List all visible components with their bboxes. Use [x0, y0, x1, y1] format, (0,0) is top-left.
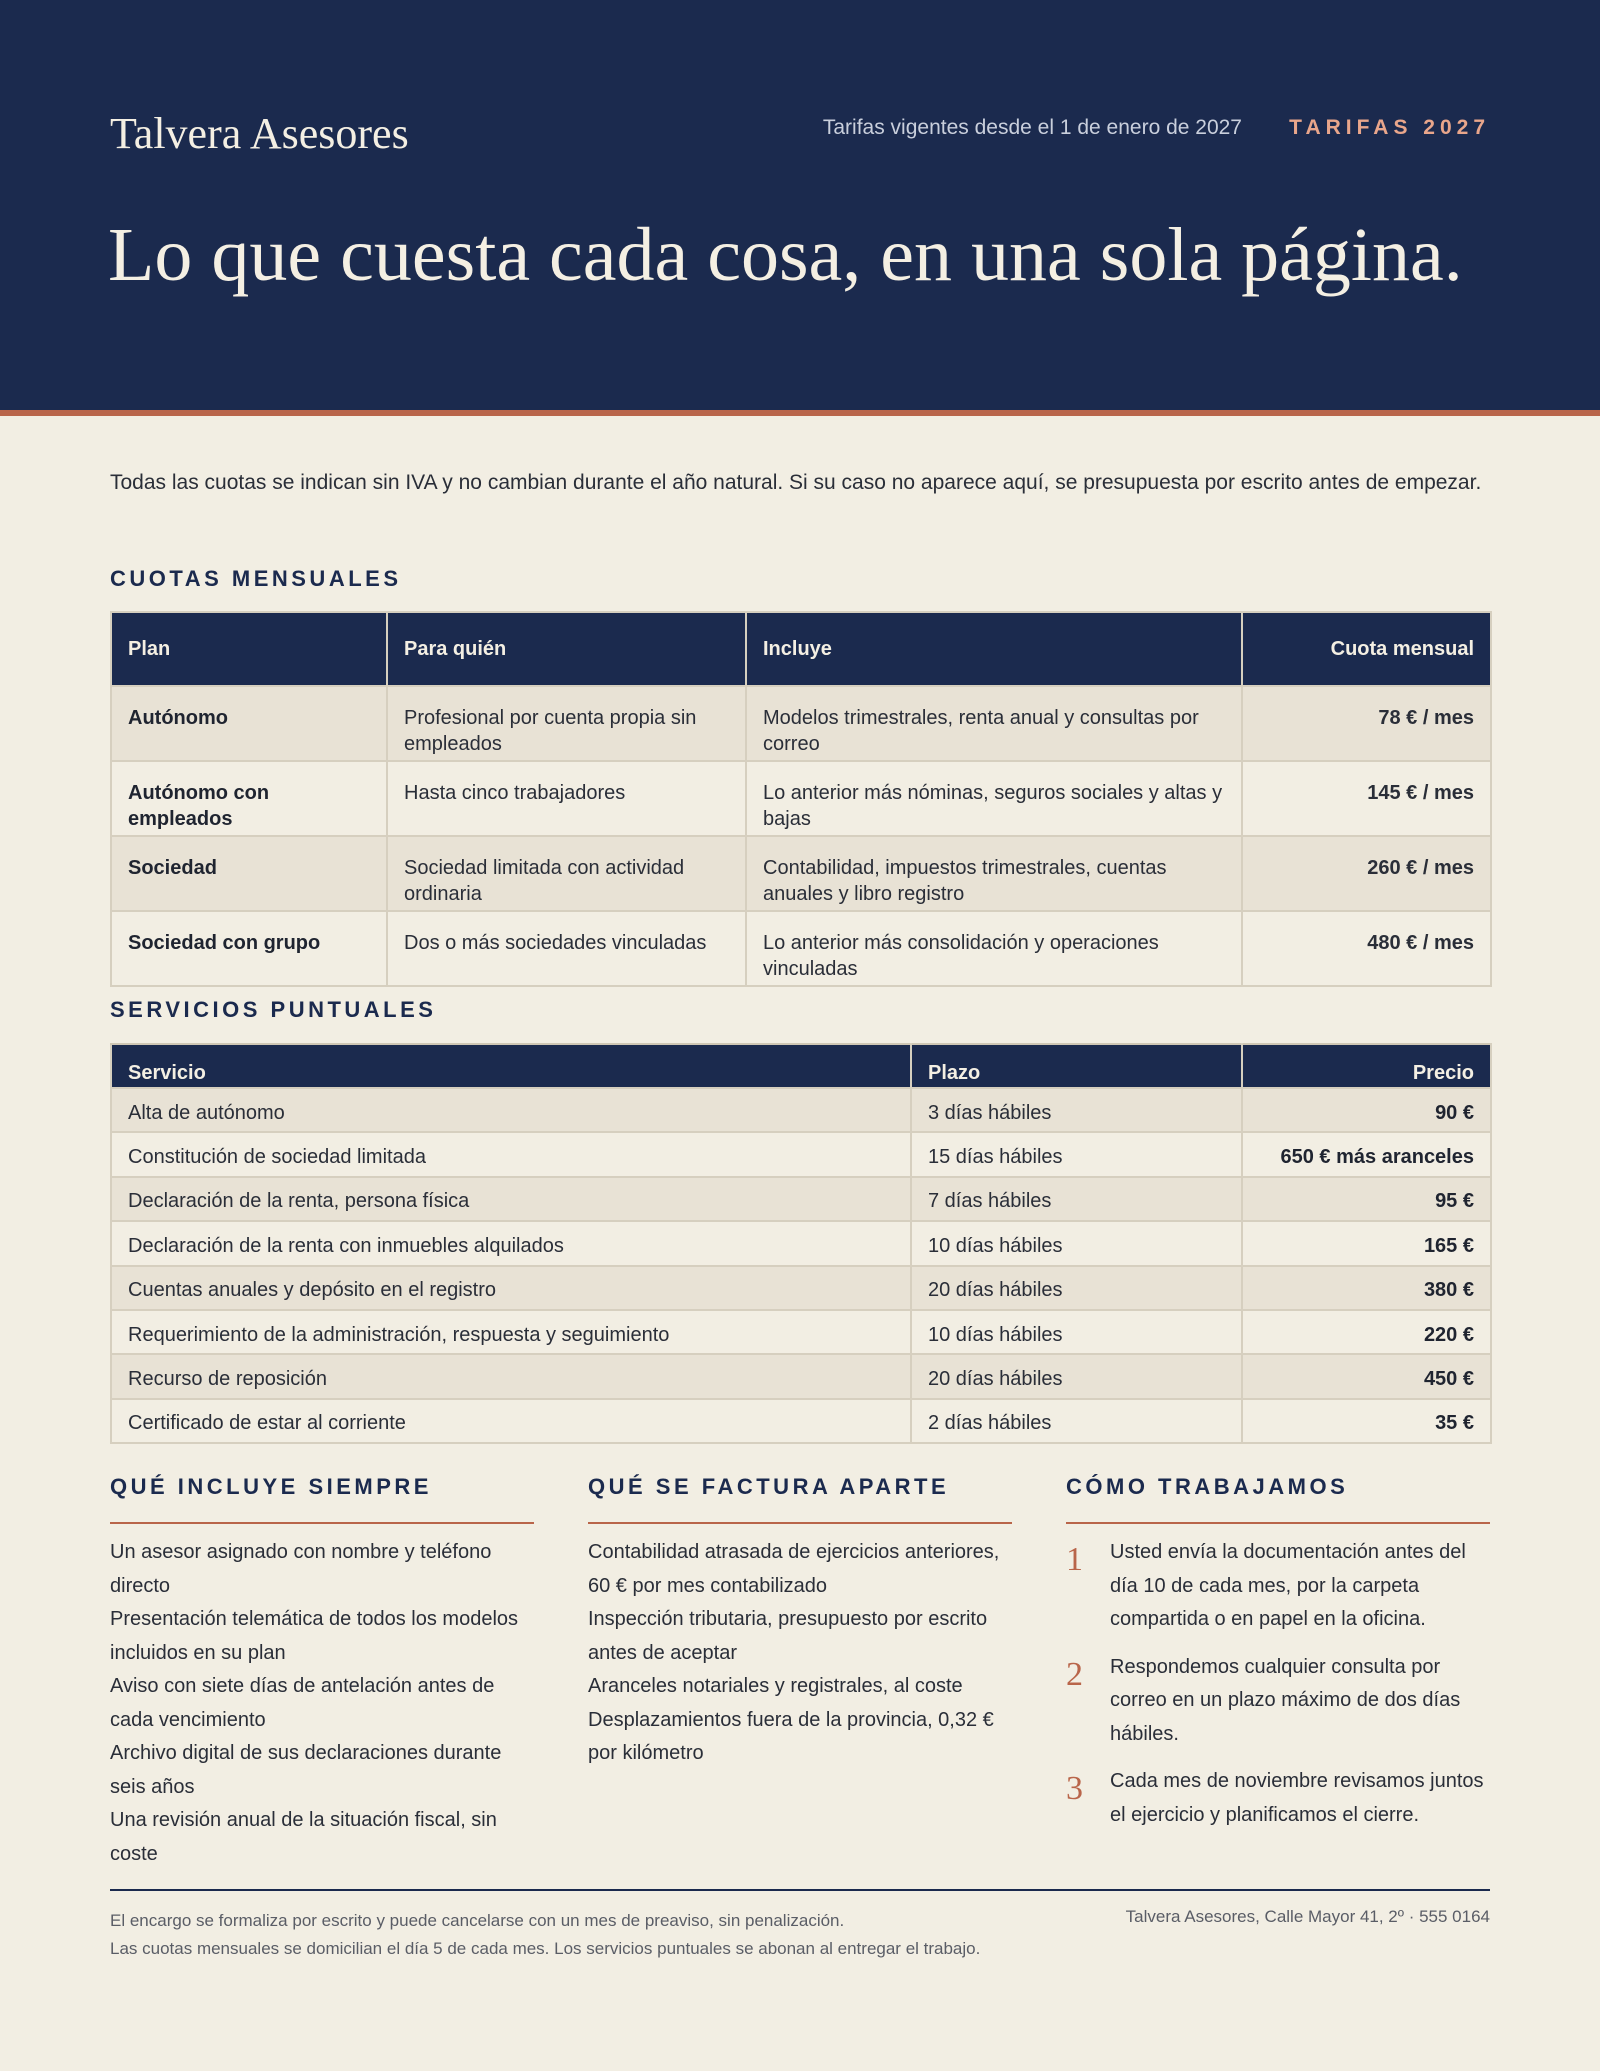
column-header: Para quién: [387, 612, 746, 686]
step-text: Cada mes de noviembre revisamos juntos el ejercicio y planificamos el cierre.: [1110, 1770, 1484, 1826]
service-price: 165 €: [1242, 1221, 1491, 1265]
service-term: 20 días hábiles: [911, 1354, 1242, 1398]
service-term: 15 días hábiles: [911, 1132, 1242, 1176]
table-row: [111, 1266, 1491, 1310]
service-name: Recurso de reposición: [111, 1354, 911, 1398]
step-item: [1066, 1765, 1490, 1832]
plan-audience: Hasta cinco trabajadores: [387, 761, 746, 836]
services-table: [110, 1043, 1492, 1444]
footer-note: Las cuotas mensuales se domicilian el día 5 de cada mes. Los servicios puntuales se abonan al entregar el trabajo.: [110, 1939, 981, 1958]
service-price: 650 € más aranceles: [1242, 1132, 1491, 1176]
plan-fee: 145 € / mes: [1242, 761, 1491, 836]
service-name: Declaración de la renta, persona física: [111, 1177, 911, 1221]
steps-list: [1066, 1536, 1490, 1832]
table-row: [111, 686, 1491, 761]
plan-audience: Dos o más sociedades vinculadas: [387, 911, 746, 986]
footer-divider: [110, 1889, 1490, 1891]
list-item: Desplazamientos fuera de la provincia, 0,32 € por kilómetro: [588, 1708, 994, 1764]
services-section-title: SERVICIOS PUNTUALES: [110, 997, 437, 1022]
how-we-work-title: CÓMO TRABAJAMOS: [1066, 1474, 1490, 1524]
table-row: [111, 1177, 1491, 1221]
column-header: Plazo: [911, 1044, 1242, 1088]
monthly-fees-table: [110, 611, 1492, 987]
service-price: 95 €: [1242, 1177, 1491, 1221]
header-banner: [0, 0, 1600, 416]
list-item: Una revisión anual de la situación fiscal, sin coste: [110, 1809, 497, 1865]
plan-includes: Contabilidad, impuestos trimestrales, cuentas anuales y libro registro: [746, 836, 1242, 911]
table-row: [111, 1310, 1491, 1354]
step-item: [1066, 1651, 1490, 1752]
plan-includes: Modelos trimestrales, renta anual y consultas por correo: [746, 686, 1242, 761]
list-item: Un asesor asignado con nombre y teléfono directo: [110, 1541, 492, 1597]
table-row: [111, 761, 1491, 836]
table-row: [111, 1221, 1491, 1265]
step-text: Usted envía la documentación antes del día 10 de cada mes, por la carpeta compartida o en papel en la oficina.: [1110, 1541, 1466, 1630]
step-text: Respondemos cualquier consulta por correo en un plazo máximo de dos días hábiles.: [1110, 1655, 1461, 1745]
service-term: 10 días hábiles: [911, 1221, 1242, 1265]
list-item: Inspección tributaria, presupuesto por escrito antes de aceptar: [588, 1608, 988, 1664]
service-term: 2 días hábiles: [911, 1399, 1242, 1443]
page-title: Lo que cuesta cada cosa, en una sola página.: [108, 213, 1463, 297]
service-name: Alta de autónomo: [111, 1088, 911, 1132]
validity-note: Tarifas vigentes desde el 1 de enero de 2027: [822, 116, 1242, 139]
service-price: 35 €: [1242, 1399, 1491, 1443]
footer-note: El encargo se formaliza por escrito y puede cancelarse con un mes de preaviso, sin penalización.: [110, 1911, 845, 1930]
service-price: 380 €: [1242, 1266, 1491, 1310]
brand-name: Talvera Asesores: [110, 109, 409, 158]
list-item: Contabilidad atrasada de ejercicios anteriores, 60 € por mes contabilizado: [588, 1541, 1000, 1597]
how-we-work-column: [1066, 1474, 1490, 1846]
service-name: Requerimiento de la administración, respuesta y seguimiento: [111, 1310, 911, 1354]
service-price: 220 €: [1242, 1310, 1491, 1354]
table-row: [111, 836, 1491, 911]
service-term: 20 días hábiles: [911, 1266, 1242, 1310]
service-name: Certificado de estar al corriente: [111, 1399, 911, 1443]
list-item: Presentación telemática de todos los modelos incluidos en su plan: [110, 1608, 519, 1664]
column-header: Precio: [1242, 1044, 1491, 1088]
table-row: [111, 1354, 1491, 1398]
plan-name: Autónomo con empleados: [111, 761, 387, 836]
table-row: [111, 1088, 1491, 1132]
plan-audience: Profesional por cuenta propia sin empleados: [387, 686, 746, 761]
table-row: [111, 1132, 1491, 1176]
service-term: 10 días hábiles: [911, 1310, 1242, 1354]
plan-fee: 78 € / mes: [1242, 686, 1491, 761]
column-header: Plan: [111, 612, 387, 686]
footer-notes: [110, 1907, 1010, 1963]
column-header: Incluye: [746, 612, 1242, 686]
list-item: Aviso con siete días de antelación antes de cada vencimiento: [110, 1675, 495, 1731]
year-tag: TARIFAS 2027: [1289, 116, 1490, 139]
service-term: 3 días hábiles: [911, 1088, 1242, 1132]
always-included-title: QUÉ INCLUYE SIEMPRE: [110, 1474, 534, 1524]
plan-includes: Lo anterior más consolidación y operaciones vinculadas: [746, 911, 1242, 986]
plan-name: Sociedad: [111, 836, 387, 911]
step-item: [1066, 1536, 1490, 1637]
billed-separately-list: [588, 1536, 1012, 1771]
service-name: Declaración de la renta con inmuebles alquilados: [111, 1221, 911, 1265]
plan-name: Autónomo: [111, 686, 387, 761]
table-row: [111, 911, 1491, 986]
table-header-row: [111, 1044, 1491, 1088]
column-header: Cuota mensual: [1242, 612, 1491, 686]
service-price: 90 €: [1242, 1088, 1491, 1132]
billed-separately-column: [588, 1474, 1012, 1771]
step-number: 1: [1066, 1541, 1083, 1578]
service-term: 7 días hábiles: [911, 1177, 1242, 1221]
always-included-column: [110, 1474, 534, 1871]
always-included-list: [110, 1536, 534, 1871]
plan-name: Sociedad con grupo: [111, 911, 387, 986]
service-name: Cuentas anuales y depósito en el registro: [111, 1266, 911, 1310]
list-item: Aranceles notariales y registrales, al coste: [588, 1675, 963, 1697]
list-item: Archivo digital de sus declaraciones durante seis años: [110, 1742, 502, 1798]
column-header: Servicio: [111, 1044, 911, 1088]
footer-contact: Talvera Asesores, Calle Mayor 41, 2º · 555 0164: [1125, 1907, 1490, 1926]
service-name: Constitución de sociedad limitada: [111, 1132, 911, 1176]
table-row: [111, 1399, 1491, 1443]
step-number: 3: [1066, 1770, 1083, 1807]
plan-audience: Sociedad limitada con actividad ordinaria: [387, 836, 746, 911]
step-number: 2: [1066, 1655, 1083, 1693]
intro-text: Todas las cuotas se indican sin IVA y no cambian durante el año natural. Si su caso no aparece aquí, se presupuesta por escrito antes de empezar.: [110, 471, 1482, 494]
billed-separately-title: QUÉ SE FACTURA APARTE: [588, 1474, 1012, 1524]
monthly-section-title: CUOTAS MENSUALES: [110, 566, 402, 591]
service-price: 450 €: [1242, 1354, 1491, 1398]
plan-fee: 260 € / mes: [1242, 836, 1491, 911]
table-header-row: [111, 612, 1491, 686]
plan-includes: Lo anterior más nóminas, seguros sociales y altas y bajas: [746, 761, 1242, 836]
plan-fee: 480 € / mes: [1242, 911, 1491, 986]
